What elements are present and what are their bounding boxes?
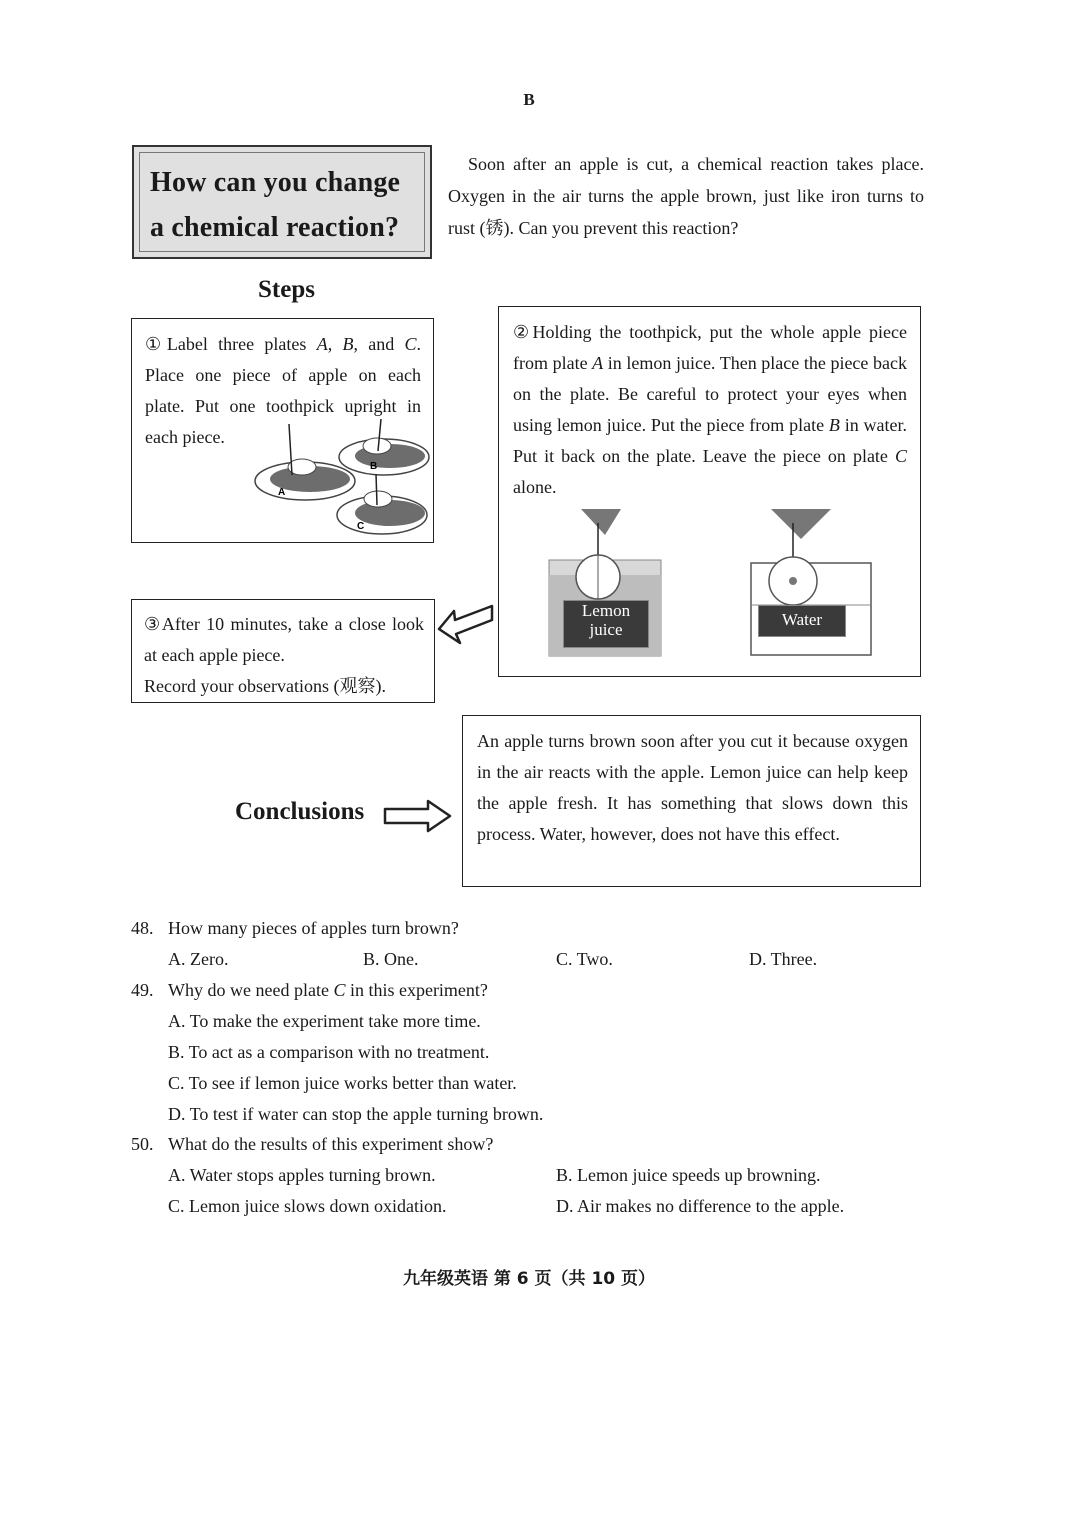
step-2-part-2: in lemon juice. Then place the piece back on the plate. Be careful to protect your eyes when using lemon juice. Put the piece from plate (513, 353, 907, 435)
lemon-label-line-2: juice (589, 620, 623, 639)
option-c: C. Lemon juice slows down oxidation. (168, 1196, 447, 1216)
step-1-number: ① (145, 334, 167, 354)
plate-c-ref: C (404, 334, 417, 354)
step-3-line-1 (144, 609, 424, 671)
step-2-box (498, 306, 921, 677)
option-c: C. To see if lemon juice works better than water. (168, 1073, 517, 1093)
three-plates-illustration (250, 419, 435, 541)
plate-a-ref: A (316, 334, 328, 354)
hand-icon (771, 509, 831, 539)
step-1-part-2: . Place one piece of apple on each plate. Put one toothpick upright in each piece. (145, 334, 422, 447)
title-line-1: How can you change (150, 167, 401, 198)
question-number: 50. (131, 1134, 154, 1154)
intro-paragraph: Soon after an apple is cut, a chemical reaction takes place. Oxygen in the air turns the apple brown, just like iron turns to rust (锈). Can you prevent this reaction? (448, 154, 924, 238)
option-a: A. Water stops apples turning brown. (168, 1165, 436, 1185)
lemon-label-line-1: Lemon (581, 601, 631, 620)
step-1-sep-1: , (327, 334, 343, 354)
option-a: A. Zero. (168, 949, 229, 969)
section-letter: B (523, 90, 535, 109)
step-3-text (144, 609, 424, 702)
arrow-left-icon (436, 603, 496, 645)
option-c: C. Two. (556, 949, 613, 969)
step-1-sep-2: , and (353, 334, 405, 354)
plate-label-b: B (370, 461, 378, 472)
hand-icon (581, 509, 621, 535)
option-b: B. Lemon juice speeds up browning. (556, 1165, 821, 1185)
question-stem (168, 975, 488, 1006)
plate-b-ref: B (342, 334, 354, 354)
step-2-part-1: Holding the toothpick, put the whole apple piece from plate (513, 322, 907, 373)
steps-heading: Steps (258, 276, 315, 303)
step-3-part-1: After 10 minutes, take a close look at each apple piece. (144, 614, 424, 665)
question-49-part-1: Why do we need plate (168, 980, 334, 1000)
step-2-number: ② (513, 322, 533, 342)
option-d: D. Three. (749, 949, 818, 969)
plate-label-a: A (278, 487, 286, 498)
conclusions-heading: Conclusions (235, 798, 365, 825)
conclusion-box (462, 715, 921, 887)
step-2-part-3: in water. Put it back on the plate. Leave the piece on plate (513, 415, 908, 466)
plate-label-c: C (357, 521, 365, 532)
title-text (134, 147, 430, 250)
question-49-part-2: in this experiment? (345, 980, 488, 1000)
water-label: Water (758, 605, 846, 637)
option-b: B. To act as a comparison with no treatment. (168, 1042, 490, 1062)
step-1-part-1: Label three plates (166, 334, 317, 354)
plate-c-ref: C (894, 446, 907, 466)
step-3-number: ③ (144, 614, 162, 634)
title-line-2: a chemical reaction? (150, 212, 400, 243)
conclusion-text: An apple turns brown soon after you cut it because oxygen in the air reacts with the apple. Lemon juice can help keep the apple fresh. It has something that slows down this process. Water, however, does not have this effect. (477, 731, 908, 844)
lemon-juice-label (563, 600, 649, 648)
question-number: 48. (131, 918, 154, 938)
step-2-part-4: alone. (513, 477, 557, 497)
page-footer: 九年级英语 第 6 页（共 10 页） (402, 1269, 656, 1289)
arrow-right-icon (382, 798, 454, 834)
plate-c-ref: C (333, 980, 346, 1000)
step-3-line-2: Record your observations (观察). (144, 676, 386, 696)
option-d: D. Air makes no difference to the apple. (556, 1196, 845, 1216)
question-number: 49. (131, 980, 154, 1000)
step-2-text (513, 317, 907, 503)
plate-b-icon (339, 419, 429, 475)
step-3-box (131, 599, 435, 703)
option-d: D. To test if water can stop the apple turning brown. (168, 1104, 544, 1124)
plate-b-ref: B (828, 415, 840, 435)
question-stem: How many pieces of apples turn brown? (168, 918, 459, 938)
step-1-box (131, 318, 434, 543)
title-box (132, 145, 432, 259)
option-a: A. To make the experiment take more time. (168, 1011, 481, 1031)
option-b: B. One. (363, 949, 419, 969)
question-stem: What do the results of this experiment show? (168, 1134, 494, 1154)
plate-a-ref: A (592, 353, 604, 373)
